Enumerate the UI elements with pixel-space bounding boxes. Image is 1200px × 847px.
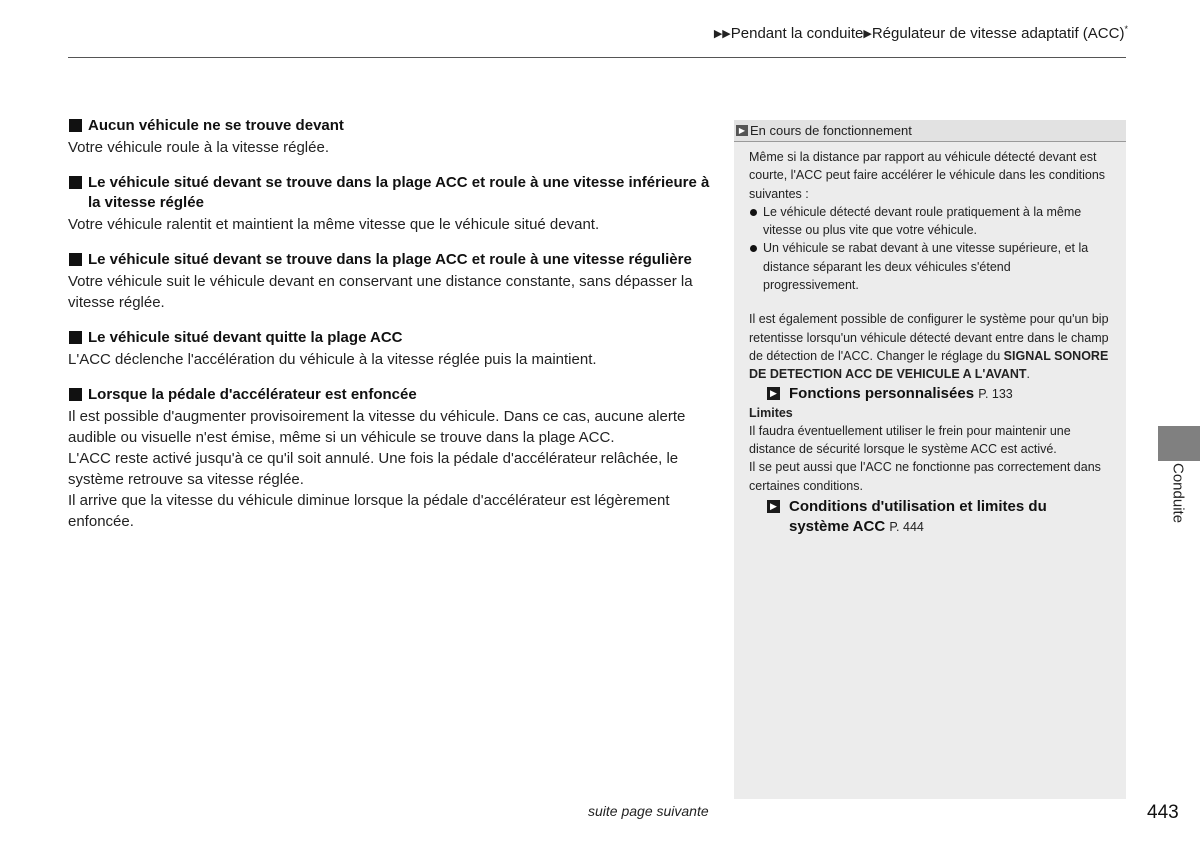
page-ref: P. 133 xyxy=(978,386,1013,401)
breadcrumb-arrow-icon: ▶▶ xyxy=(713,28,731,40)
square-bullet-icon xyxy=(69,119,82,132)
note-tab xyxy=(734,120,1126,142)
breadcrumb xyxy=(714,24,1128,42)
breadcrumb-arrow-icon: ▶ xyxy=(863,28,872,40)
limits-heading: Limites xyxy=(749,405,793,420)
section-heading: Aucun véhicule ne se trouve devant xyxy=(68,116,713,136)
reference-arrow-icon: ▶ xyxy=(767,500,780,513)
breadcrumb-part-2[interactable]: Régulateur de vitesse adaptatif (ACC) xyxy=(871,25,1125,42)
side-note-panel xyxy=(734,120,1126,799)
list-item: Le véhicule détecté devant roule pratiquement à la même vitesse ou plus vite que votre véhicule. xyxy=(749,203,1110,240)
note-tab-label: En cours de fonctionnement xyxy=(750,123,912,138)
section-vehicle-leaves xyxy=(68,328,713,370)
header-divider xyxy=(68,57,1126,58)
note-intro: Même si la distance par rapport au véhicule détecté devant est courte, l'ACC peut faire accélérer le véhicule dans les conditions suivantes : xyxy=(749,150,1106,201)
limits-text: Il se peut aussi que l'ACC ne fonctionne pas correctement dans certaines conditions. xyxy=(749,460,1101,493)
note-body xyxy=(734,142,1126,537)
breadcrumb-asterisk: * xyxy=(1124,24,1128,34)
section-text: Votre véhicule roule à la vitesse réglée. xyxy=(68,139,329,156)
section-steady-vehicle xyxy=(68,250,713,313)
cross-reference-custom-features[interactable]: ▶ Fonctions personnalisées P. 133 xyxy=(749,384,1110,404)
section-text: Il arrive que la vitesse du véhicule diminue lorsque la pédale d'accélérateur est légèrement enfoncée. xyxy=(68,492,670,530)
limits-text: Il faudra éventuellement utiliser le frein pour maintenir une distance de sécurité lorsque le système ACC est activé. xyxy=(749,423,1071,457)
main-content xyxy=(68,116,713,547)
section-text: Votre véhicule ralentit et maintient la même vitesse que le véhicule situé devant. xyxy=(68,216,600,233)
page-number: 443 xyxy=(1147,802,1179,823)
square-bullet-icon xyxy=(69,253,82,266)
chapter-tab-marker xyxy=(1158,426,1200,461)
section-slower-vehicle xyxy=(68,173,713,235)
section-heading: Lorsque la pédale d'accélérateur est enfoncée xyxy=(68,385,713,405)
square-bullet-icon xyxy=(69,388,82,401)
continued-note: suite page suivante xyxy=(588,803,709,819)
chapter-tab-label: Conduite xyxy=(1169,463,1187,524)
reference-arrow-icon: ▶ xyxy=(767,387,780,400)
list-item: Un véhicule se rabat devant à une vitesse supérieure, et la distance séparant les deux véhicules s'étend progressivement. xyxy=(749,239,1110,294)
section-text: Votre véhicule suit le véhicule devant en conservant une distance constante, sans dépasser la vitesse réglée. xyxy=(68,273,693,311)
section-accelerator-pressed xyxy=(68,385,713,532)
section-heading: Le véhicule situé devant se trouve dans la plage ACC et roule à une vitesse régulière xyxy=(68,250,713,270)
note-paragraph: Il est également possible de configurer le système pour qu'un bip retentisse lorsqu'un véhicule détecté devant entre dans le champ de détection de l'ACC. Changer le réglage du SIGNAL SONORE DE DETECTION ACC DE VEHICULE A L'AVANT. xyxy=(749,312,1109,382)
section-no-vehicle xyxy=(68,116,713,158)
page-ref: P. 444 xyxy=(889,520,924,535)
section-heading: Le véhicule situé devant se trouve dans la plage ACC et roule à une vitesse inférieure à la vitesse réglée xyxy=(68,173,713,213)
square-bullet-icon xyxy=(69,331,82,344)
setting-name: SIGNAL SONORE DE DETECTION ACC DE VEHICULE A L'AVANT xyxy=(749,348,1109,382)
note-tab-icon: ▶ xyxy=(736,125,748,136)
section-heading: Le véhicule situé devant quitte la plage ACC xyxy=(68,328,713,348)
cross-reference-acc-limits[interactable]: ▶ Conditions d'utilisation et limites du système ACC P. 444 xyxy=(749,497,1110,537)
section-text: L'ACC reste activé jusqu'à ce qu'il soit annulé. Une fois la pédale d'accélérateur relâchée, le système retrouve sa vitesse réglée. xyxy=(68,450,679,488)
section-text: L'ACC déclenche l'accélération du véhicule à la vitesse réglée puis la maintient. xyxy=(68,351,597,368)
spacer xyxy=(749,294,1110,310)
square-bullet-icon xyxy=(69,176,82,189)
bullet-dot-icon xyxy=(750,209,757,216)
note-bullet-list xyxy=(749,203,1110,294)
section-text: Il est possible d'augmenter provisoirement la vitesse du véhicule. Dans ce cas, aucune alerte audible ou visuelle n'est émise, même si un véhicule se trouve dans la plage ACC. xyxy=(68,408,686,446)
breadcrumb-part-1[interactable]: Pendant la conduite xyxy=(730,25,864,42)
bullet-dot-icon xyxy=(750,245,757,252)
